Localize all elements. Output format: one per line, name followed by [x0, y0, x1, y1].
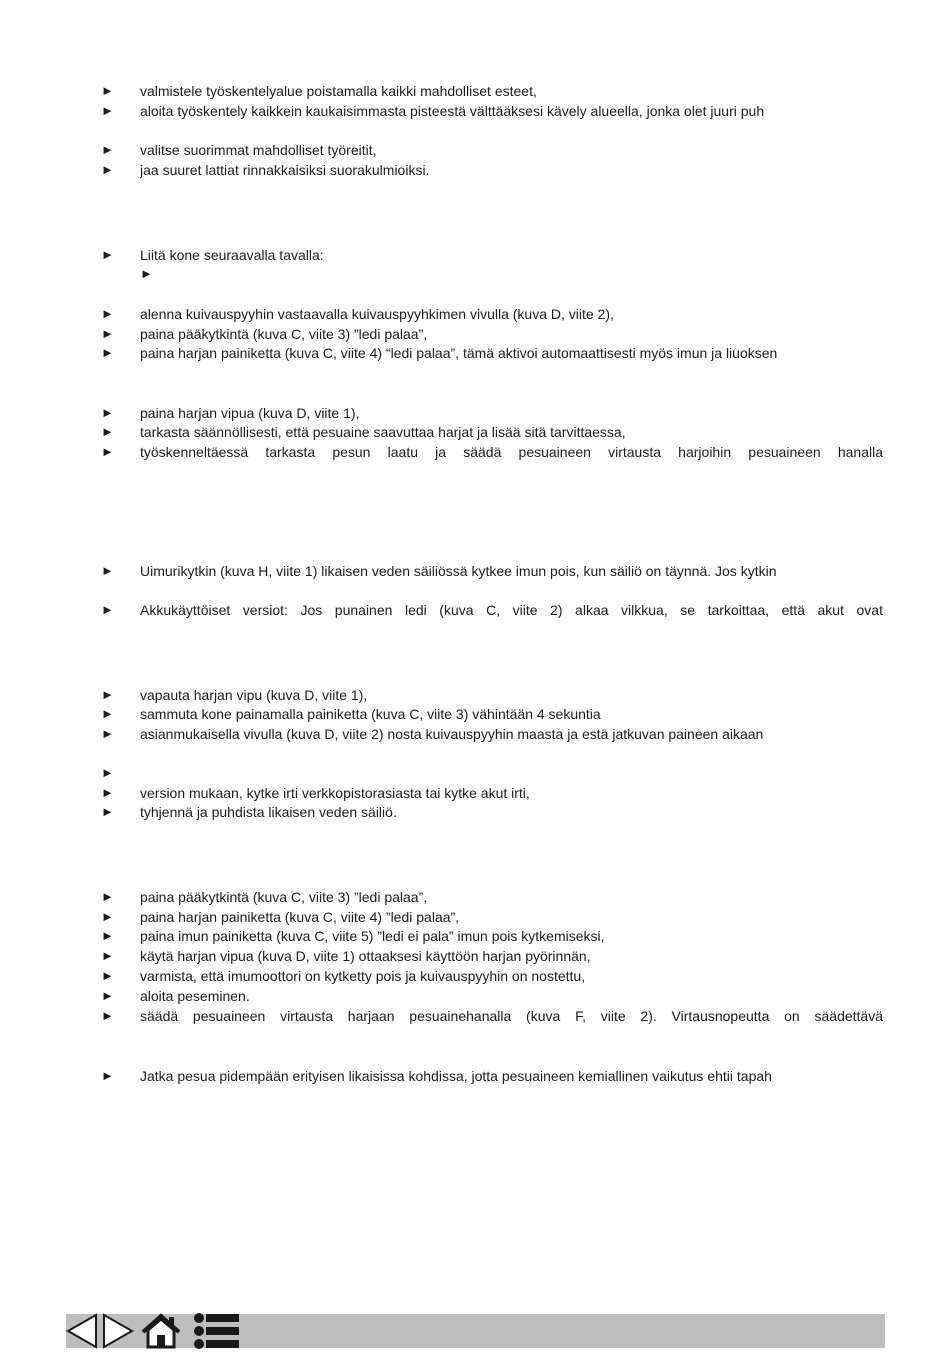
- list-item-text: aloita työskentely kaikkein kaukaisimmasta pisteestä välttääksesi kävely alueella, jonka olet juuri puh: [140, 103, 765, 119]
- list-item: [0, 1066, 950, 1086]
- bullet-icon: ►: [101, 726, 114, 741]
- bullet-icon: ►: [101, 247, 114, 262]
- list-item-text: Uimurikytkin (kuva H, viite 1) likaisen veden säiliössä kytkee imun pois, kun säiliö on täynnä. Jos kytkin: [140, 563, 777, 579]
- bullet-icon: ►: [101, 948, 114, 963]
- home-button[interactable]: [141, 1313, 181, 1349]
- list-item: [0, 966, 950, 986]
- list-item: [0, 304, 950, 324]
- list-item: [0, 140, 950, 160]
- bullet-icon: ►: [101, 444, 114, 459]
- list-item-text: sammuta kone painamalla painiketta (kuva C, viite 3) vähintään 4 sekuntia: [140, 706, 601, 722]
- arrow-left-icon: [66, 1313, 98, 1349]
- bullet-icon: ►: [101, 306, 114, 321]
- list-item-text: jaa suuret lattiat rinnakkaisiksi suorakulmioiksi.: [140, 162, 430, 178]
- list-item-text: Jatka pesua pidempään erityisen likaisissa kohdissa, jotta pesuaineen kemiallinen vaikutus ehtii tapah: [140, 1068, 772, 1084]
- next-page-button[interactable]: [102, 1313, 134, 1349]
- list-item: [0, 245, 950, 265]
- list-item-text: paina harjan vipua (kuva D, viite 1),: [140, 405, 360, 421]
- bullet-icon: ►: [101, 909, 114, 924]
- list-item: [0, 403, 950, 423]
- list-item-text: tarkasta säännöllisesti, että pesuaine saavuttaa harjat ja lisää sitä tarvittaessa,: [140, 424, 626, 440]
- list-icon: [193, 1313, 239, 1349]
- bullet-icon: ►: [101, 162, 114, 177]
- list-item-text: Akkukäyttöiset versiot: Jos punainen ledi (kuva C, viite 2) alkaa vilkkua, se tarkoittaa, että akut ovat: [140, 602, 883, 618]
- bullet-icon: ►: [101, 968, 114, 983]
- bullet-icon: ►: [101, 142, 114, 157]
- list-item-text: version mukaan, kytke irti verkkopistorasiasta tai kytke akut irti,: [140, 785, 530, 801]
- bullet-icon: ►: [140, 266, 153, 281]
- list-item-text: aloita peseminen.: [140, 988, 250, 1004]
- list-item-text: työskenneltäessä tarkasta pesun laatu ja säädä pesuaineen virtausta harjoihin pesuaineen hanalla: [140, 444, 883, 460]
- bullet-icon: ►: [101, 103, 114, 118]
- list-item-text: valitse suorimmat mahdolliset työreitit,: [140, 142, 377, 158]
- bullet-icon: ►: [101, 928, 114, 943]
- list-item-text: käytä harjan vipua (kuva D, viite 1) ottaaksesi käyttöön harjan pyörinnän,: [140, 948, 591, 964]
- bullet-icon: ►: [101, 706, 114, 721]
- bullet-icon: ►: [101, 563, 114, 578]
- list-item: [0, 160, 950, 180]
- list-item: [0, 926, 950, 946]
- list-item-text: vapauta harjan vipu (kuva D, viite 1),: [140, 687, 368, 703]
- list-item-text: tyhjennä ja puhdista likaisen veden säiliö.: [140, 804, 397, 820]
- list-item-text: varmista, että imumoottori on kytketty pois ja kuivauspyyhin on nostettu,: [140, 968, 586, 984]
- bullet-icon: ►: [101, 765, 114, 780]
- bullet-icon: ►: [101, 326, 114, 341]
- bullet-icon: ►: [101, 687, 114, 702]
- bullet-icon: ►: [101, 602, 114, 617]
- list-item: [0, 1006, 950, 1026]
- list-item: [0, 986, 950, 1006]
- footer-bar: [66, 1314, 885, 1348]
- list-item-text: alenna kuivauspyyhin vastaavalla kuivauspyyhkimen vivulla (kuva D, viite 2),: [140, 306, 614, 322]
- home-icon: [141, 1313, 181, 1349]
- list-item: [0, 802, 950, 822]
- list-item-text: Liitä kone seuraavalla tavalla:: [140, 247, 324, 263]
- bullet-icon: ►: [101, 1008, 114, 1023]
- bullet-icon: ►: [101, 889, 114, 904]
- list-item-text: paina harjan painiketta (kuva C, viite 4) “ledi palaa”, tämä aktivoi automaattisesti myös imun ja liuoksen: [140, 345, 778, 361]
- list-item-text: paina pääkytkintä (kuva C, viite 3) ”ledi palaa”,: [140, 326, 428, 342]
- list-item: [0, 81, 950, 101]
- contents-button[interactable]: [193, 1313, 239, 1349]
- list-item: [0, 101, 950, 121]
- list-item: [0, 946, 950, 966]
- list-item: [0, 422, 950, 442]
- bullet-icon: ►: [101, 405, 114, 420]
- list-item: [0, 704, 950, 724]
- list-item-text: paina pääkytkintä (kuva C, viite 3) ”ledi palaa”,: [140, 889, 428, 905]
- bullet-icon: ►: [101, 424, 114, 439]
- bullet-icon: ►: [101, 345, 114, 360]
- list-item: [0, 685, 950, 705]
- list-item: [0, 343, 950, 363]
- bullet-icon: ►: [101, 1068, 114, 1083]
- list-item-text: valmistele työskentelyalue poistamalla kaikki mahdolliset esteet,: [140, 83, 537, 99]
- list-item-text: paina imun painiketta (kuva C, viite 5) ”ledi ei pala” imun pois kytkemiseksi,: [140, 928, 605, 944]
- list-item: [0, 783, 950, 803]
- list-item: [0, 561, 950, 581]
- list-item: [0, 442, 950, 462]
- bullet-icon: ►: [101, 804, 114, 819]
- list-item-text: säädä pesuaineen virtausta harjaan pesuainehanalla (kuva F, viite 2). Virtausnopeutta on säädettävä: [140, 1008, 883, 1024]
- list-item: [0, 763, 950, 783]
- bullet-icon: ►: [101, 785, 114, 800]
- list-item: [0, 600, 950, 620]
- list-item: [0, 264, 950, 284]
- previous-page-button[interactable]: [66, 1313, 98, 1349]
- list-item-text: paina harjan painiketta (kuva C, viite 4) ”ledi palaa”,: [140, 909, 460, 925]
- arrow-right-icon: [102, 1313, 134, 1349]
- list-item: [0, 324, 950, 344]
- bullet-icon: ►: [101, 988, 114, 1003]
- list-item: [0, 887, 950, 907]
- list-item-text: asianmukaisella vivulla (kuva D, viite 2) nosta kuivauspyyhin maasta ja estä jatkuvan paineen aikaan: [140, 726, 764, 742]
- bullet-icon: ►: [101, 83, 114, 98]
- list-item: [0, 907, 950, 927]
- list-item: [0, 724, 950, 744]
